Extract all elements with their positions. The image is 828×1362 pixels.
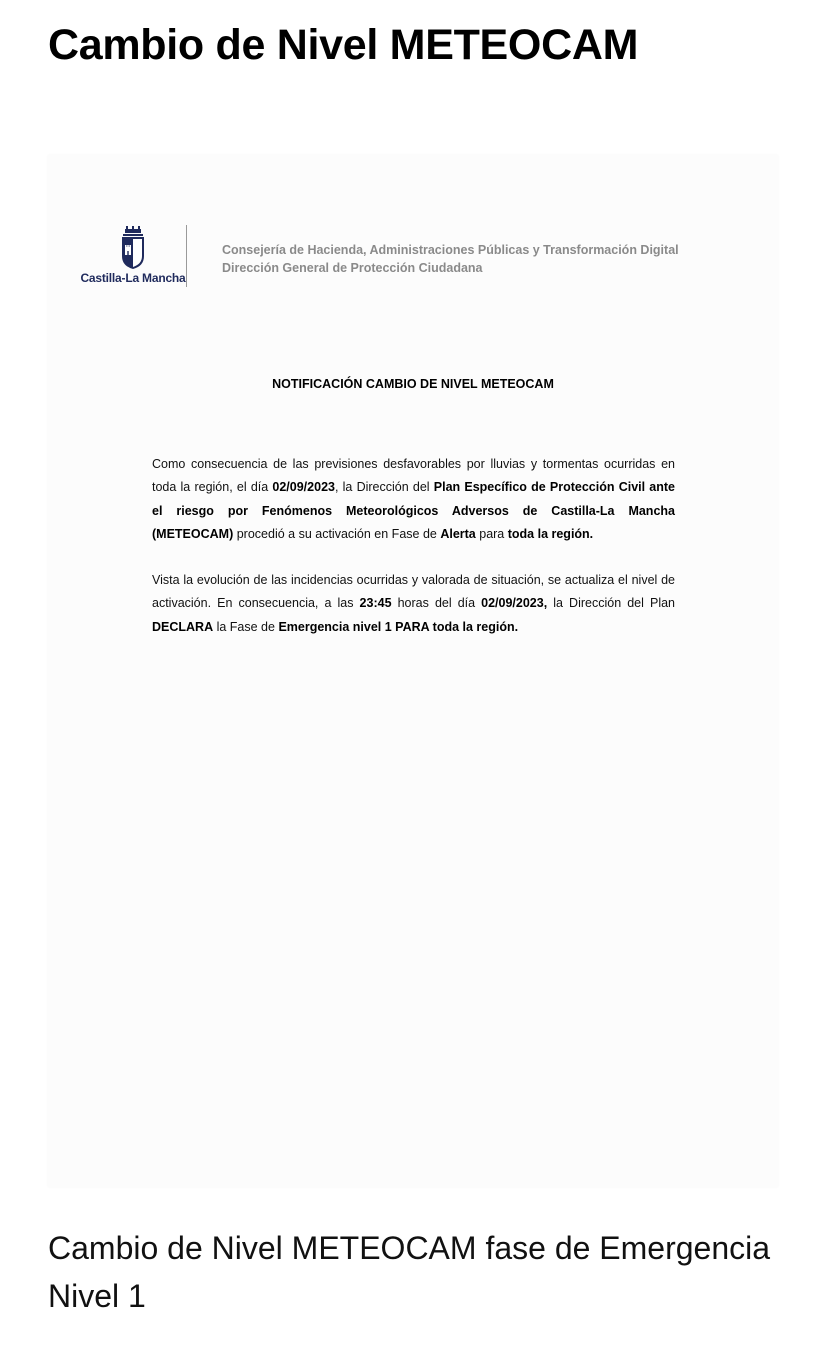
emergency-level: Emergencia nivel 1 PARA toda la región.: [278, 619, 519, 634]
image-caption: Cambio de Nivel METEOCAM fase de Emergencia Nivel 1: [48, 1230, 771, 1314]
directorate-name: Dirección General de Protección Ciudadana: [222, 261, 483, 275]
page-title: Cambio de Nivel METEOCAM: [48, 21, 639, 69]
declaration-date: 02/09/2023,: [481, 596, 548, 611]
text-run: Vista la evolución de las incidencias ocurridas y valorada de situación, se actualiza el nivel de activación. En consecuencia, a las: [152, 573, 675, 611]
institution-logo: [80, 223, 186, 287]
plan-name: Plan Específico de Protección Civil ante el riesgo por Fenómenos Meteorológicos Adversos de Castilla-La Mancha (METEOCAM): [152, 480, 676, 541]
declara-text: DECLARA: [152, 619, 214, 634]
text-run: Como consecuencia de las previsiones desfavorables por lluvias y tormentas ocurridas en toda la región, el día: [152, 457, 675, 495]
text-run: , la Dirección del: [334, 480, 434, 495]
phase-name: Alerta: [440, 526, 476, 541]
activation-date: 02/09/2023: [272, 480, 335, 495]
department-info: [222, 241, 679, 277]
text-run: procedió a su activación en Fase de: [233, 526, 441, 541]
text-run: la Dirección del Plan: [547, 596, 675, 611]
text-run: para: [475, 526, 508, 541]
text-run: horas del día: [391, 596, 482, 611]
notice-heading: NOTIFICACIÓN CAMBIO DE NIVEL METEOCAM: [272, 377, 554, 391]
declaration-time: 23:45: [359, 596, 392, 611]
notice-paragraph-2: [152, 569, 675, 639]
document-image: [48, 155, 778, 1187]
castle-crest-icon: [117, 226, 149, 270]
letterhead: [80, 223, 720, 293]
department-name: Consejería de Hacienda, Administraciones Públicas y Transformación Digital: [222, 243, 679, 257]
notice-body: [152, 453, 675, 662]
logo-text: Castilla-La Mancha: [80, 271, 186, 285]
notice-paragraph-1: [152, 453, 675, 546]
scope-text: toda la región.: [507, 526, 594, 541]
letterhead-divider: [186, 225, 187, 287]
text-run: la Fase de: [213, 619, 279, 634]
